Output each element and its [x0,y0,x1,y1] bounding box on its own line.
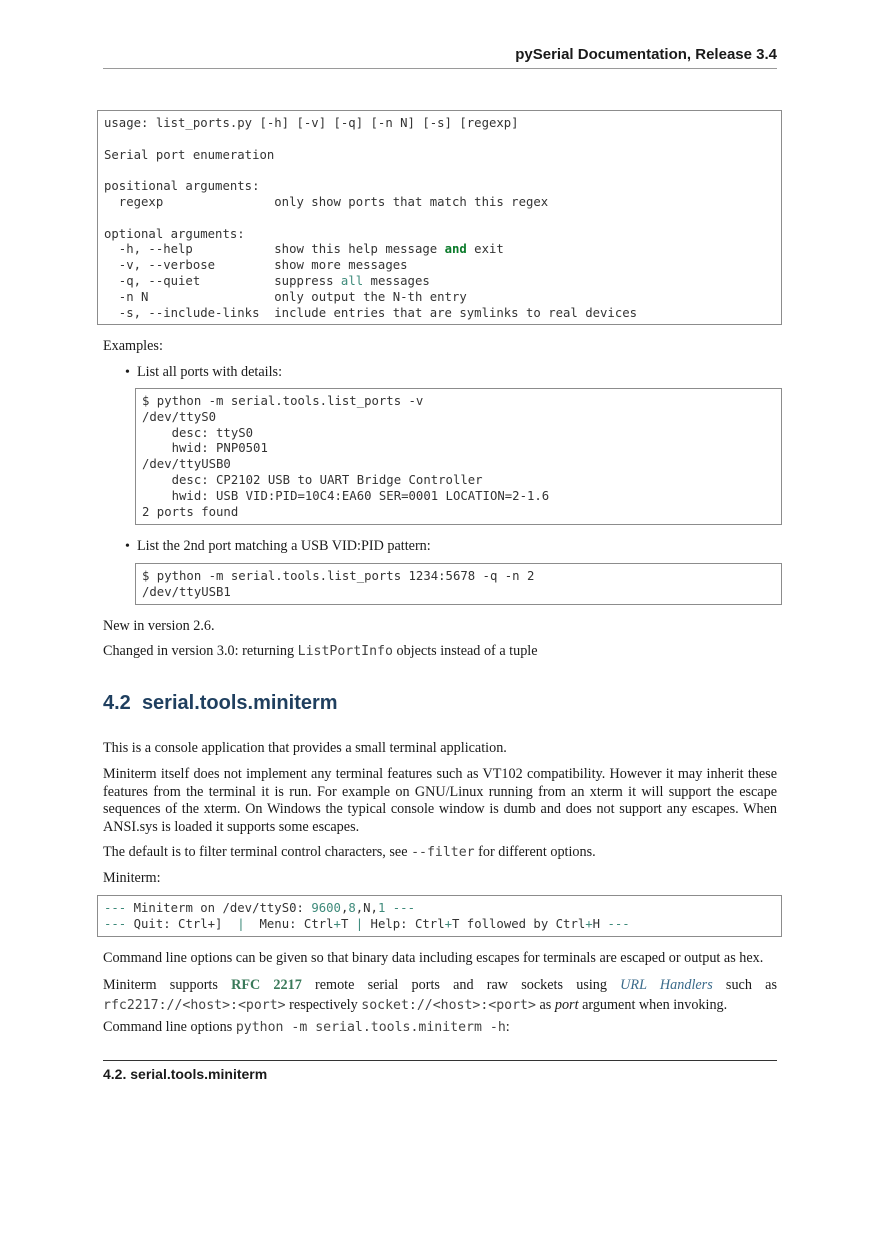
new-in-note: New in version 2.6. [103,618,215,634]
changed-note [103,643,538,661]
code-fragment: 8 [348,901,356,915]
para-text: : [505,1019,510,1035]
code-fragment: --- [104,916,127,931]
code-line: Serial port enumeration [104,147,275,162]
code-fragment: --- [385,901,415,915]
code-fragment: + [333,916,341,931]
code-line: $ python -m serial.tools.list_ports -v [142,394,424,408]
para-text: argument when invoking. [578,997,728,1013]
code-fragment: exit [466,242,504,257]
usage-code-block [97,110,782,325]
code-fragment: , [340,901,349,915]
code-fragment: | [355,916,364,931]
example-code-block-1 [135,388,782,525]
code-fragment: Quit: Ctrl+] [126,916,238,931]
code-fragment: --- [104,901,127,915]
keyword-all: all [340,273,364,288]
code-fragment: + [585,916,593,931]
example-code-block-2 [135,563,782,605]
paragraph: This is a console application that provides a small terminal application. [103,740,507,756]
header-title: pySerial Documentation, Release 3.4 [515,46,777,63]
para-text: remote serial ports and raw sockets using [301,977,621,993]
running-footer [103,1060,777,1082]
code-line: -n N only output the N-th entry [104,289,467,304]
code-line: desc: CP2102 USB to UART Bridge Controller [142,472,483,487]
rfc2217-url-code: rfc2217://<host>:<port> [103,998,286,1013]
code-line: $ python -m serial.tools.list_ports 1234:5678 -q -n 2 [142,569,535,583]
code-line: optional arguments: [104,226,245,241]
paragraph [103,844,596,862]
code-line: 2 ports found [142,504,239,519]
changed-prefix: Changed in version 3.0: returning [103,643,298,659]
code-fragment: --- [607,916,630,931]
code-line: positional arguments: [104,179,260,194]
code-fragment: Menu: Ctrl [244,916,334,931]
paragraph [103,975,777,1016]
code-line: /dev/ttyUSB0 [142,457,231,472]
code-line: -h, --help show this help message [104,242,445,257]
para-text: as [535,997,555,1013]
listportinfo-code: ListPortInfo [297,644,393,659]
bullet-text: List the 2nd port matching a USB VID:PID pattern: [137,538,431,554]
bullet-icon: • [125,539,130,554]
code-fragment: T followed by Ctrl [452,916,586,931]
code-fragment: 1 [377,901,386,915]
code-fragment: 9600 [311,901,341,915]
code-line: -q, --quiet suppress [104,273,341,288]
rfc-2217-link[interactable]: RFC 2217 [231,977,302,993]
code-line: hwid: USB VID:PID=10C4:EA60 SER=0001 LOCATION=2-1.6 [142,488,550,503]
socket-url-code: socket://<host>:<port> [361,998,536,1013]
bullet-list-item [125,364,282,382]
para-text: for different options. [474,844,596,860]
code-line: /dev/ttyUSB1 [142,584,231,599]
code-fragment: Help: Ctrl [363,916,445,931]
miniterm-help-code: python -m serial.tools.miniterm -h [235,1020,506,1035]
code-fragment: H [592,916,608,931]
code-line: desc: ttyS0 [142,425,254,440]
keyword-and: and [444,242,467,257]
paragraph: Miniterm itself does not implement any terminal features such as VT102 compatibility. However it may inherit these features from the terminal it is run. For example on GNU/Linux running from an xterm it will support the escape sequences of the xterm. On Windows the typical console window is dumb and does not support any escapes. When ANSI.sys is loaded it supports some escapes. [103,766,777,835]
para-text: such as [712,977,777,993]
bullet-text: List all ports with details: [137,364,283,380]
footer-text: 4.2. serial.tools.miniterm [103,1066,268,1082]
filter-code: --filter [411,845,475,860]
running-header [103,46,777,69]
miniterm-label: Miniterm: [103,870,161,886]
code-fragment: + [444,916,452,931]
code-fragment: Miniterm on /dev/ttyS0: [126,901,312,915]
para-text: respectively [285,997,362,1013]
code-fragment: | [237,916,245,931]
bullet-icon: • [125,365,130,380]
code-fragment: T [340,916,356,931]
code-fragment: messages [363,273,430,288]
code-line: regexp only show ports that match this regex [104,194,549,209]
section-heading [103,692,338,715]
paragraph: Command line options can be given so that binary data including escapes for terminals are escaped or output as hex. [103,950,764,966]
section-number: 4.2 [103,692,131,714]
changed-suffix: objects instead of a tuple [392,643,538,659]
paragraph [103,1019,510,1037]
code-line: hwid: PNP0501 [142,441,268,456]
para-text: The default is to filter terminal control characters, see [103,844,412,860]
para-text: Command line options [103,1019,236,1035]
code-line: usage: list_ports.py [-h] [-v] [-q] [-n N] [-s] [regexp] [104,116,519,130]
section-title: serial.tools.miniterm [141,692,338,714]
code-line: /dev/ttyS0 [142,409,217,424]
examples-label: Examples: [103,338,163,354]
miniterm-code-block [97,895,782,937]
url-handlers-link[interactable]: URL Handlers [620,977,713,993]
code-line: -s, --include-links include entries that are symlinks to real devices [104,305,638,320]
code-fragment: ,N, [355,901,378,915]
para-text: Miniterm supports [103,977,232,993]
port-emphasis: port [554,997,579,1013]
bullet-list-item [125,538,431,556]
code-line: -v, --verbose show more messages [104,258,408,273]
